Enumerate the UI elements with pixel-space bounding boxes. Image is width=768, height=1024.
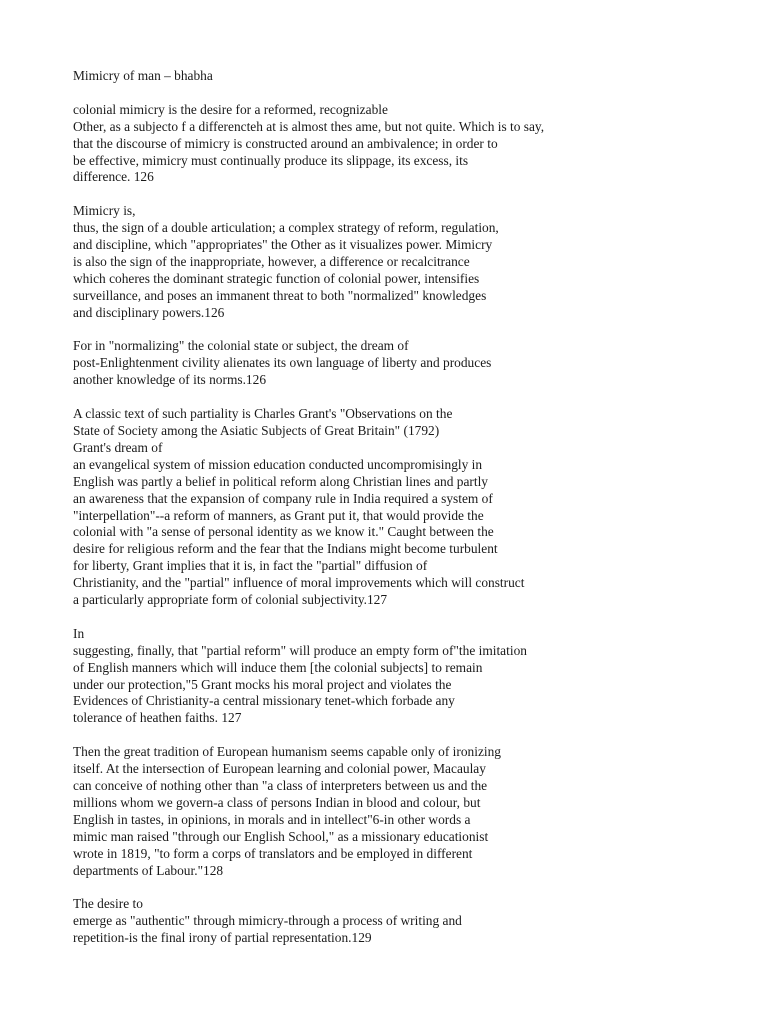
paragraph bbox=[73, 626, 733, 727]
text-line: In bbox=[73, 625, 85, 641]
text-line: desire for religious reform and the fear that the Indians might become turbulent bbox=[73, 541, 498, 557]
text-line: For in "normalizing" the colonial state or subject, the dream of bbox=[73, 338, 409, 354]
text-line: can conceive of nothing other than "a class of interpreters between us and the bbox=[73, 777, 488, 793]
text-line: an evangelical system of mission education conducted uncompromisingly in bbox=[73, 456, 483, 472]
text-line: surveillance, and poses an immanent threat to both "normalized" knowledges bbox=[73, 287, 487, 303]
text-line: be effective, mimicry must continually produce its slippage, its excess, its bbox=[73, 152, 469, 168]
paragraph bbox=[73, 896, 733, 947]
text-line: Then the great tradition of European humanism seems capable only of ironizing bbox=[73, 744, 501, 760]
text-line: Other, as a subjecto f a differencteh at is almost thes ame, but not quite. Which is to say, bbox=[73, 118, 545, 134]
text-line: under our protection,"5 Grant mocks his moral project and violates the bbox=[73, 676, 452, 692]
paragraph bbox=[73, 406, 733, 609]
text-line: and disciplinary powers.126 bbox=[73, 304, 225, 320]
text-line: of English manners which will induce them [the colonial subjects] to remain bbox=[73, 659, 483, 675]
text-line: which coheres the dominant strategic function of colonial power, intensifies bbox=[73, 270, 480, 286]
text-line: colonial with "a sense of personal identity as we know it." Caught between the bbox=[73, 524, 494, 540]
text-line: an awareness that the expansion of company rule in India required a system of bbox=[73, 490, 493, 506]
text-line: mimic man raised "through our English School," as a missionary educationist bbox=[73, 828, 489, 844]
text-line: emerge as "authentic" through mimicry-through a process of writing and bbox=[73, 913, 462, 929]
text-line: for liberty, Grant implies that it is, in fact the "partial" diffusion of bbox=[73, 558, 428, 574]
text-line: itself. At the intersection of European learning and colonial power, Macaulay bbox=[73, 761, 486, 777]
text-line: that the discourse of mimicry is constructed around an ambivalence; in order to bbox=[73, 135, 498, 151]
text-line: post-Enlightenment civility alienates its own language of liberty and produces bbox=[73, 355, 492, 371]
text-line: suggesting, finally, that "partial reform" will produce an empty form of"the imitation bbox=[73, 642, 527, 658]
text-line: Evidences of Christianity-a central missionary tenet-which forbade any bbox=[73, 693, 455, 709]
text-line: English in tastes, in opinions, in morals and in intellect"6-in other words a bbox=[73, 811, 471, 827]
text-line: Grant's dream of bbox=[73, 439, 163, 455]
paragraph bbox=[73, 744, 733, 879]
text-line: State of Society among the Asiatic Subjects of Great Britain" (1792) bbox=[73, 422, 440, 438]
text-line: English was partly a belief in political reform along Christian lines and partly bbox=[73, 473, 489, 489]
text-line: is also the sign of the inappropriate, however, a difference or recalcitrance bbox=[73, 253, 470, 269]
text-line: colonial mimicry is the desire for a reformed, recognizable bbox=[73, 101, 388, 117]
paragraph bbox=[73, 338, 733, 389]
text-line: another knowledge of its norms.126 bbox=[73, 372, 267, 388]
document-title: Mimicry of man – bhabha bbox=[73, 68, 213, 83]
paragraph bbox=[73, 203, 733, 321]
text-line: and discipline, which "appropriates" the Other as it visualizes power. Mimicry bbox=[73, 237, 493, 253]
document-page bbox=[73, 68, 733, 964]
text-line: wrote in 1819, "to form a corps of translators and be employed in different bbox=[73, 845, 473, 861]
text-line: The desire to bbox=[73, 896, 143, 912]
text-line: repetition-is the final irony of partial representation.129 bbox=[73, 930, 372, 946]
text-line: A classic text of such partiality is Charles Grant's "Observations on the bbox=[73, 406, 453, 422]
text-line: departments of Labour."128 bbox=[73, 862, 224, 878]
text-line: difference. 126 bbox=[73, 169, 154, 185]
text-line: thus, the sign of a double articulation; a complex strategy of reform, regulation, bbox=[73, 220, 499, 236]
text-line: tolerance of heathen faiths. 127 bbox=[73, 710, 242, 726]
text-line: "interpellation"--a reform of manners, as Grant put it, that would provide the bbox=[73, 507, 484, 523]
paragraph bbox=[73, 102, 733, 187]
text-line: a particularly appropriate form of colonial subjectivity.127 bbox=[73, 592, 388, 608]
text-line: Christianity, and the "partial" influence of moral improvements which will construct bbox=[73, 575, 525, 591]
text-line: millions whom we govern-a class of persons Indian in blood and colour, but bbox=[73, 794, 481, 810]
text-line: Mimicry is, bbox=[73, 203, 136, 219]
